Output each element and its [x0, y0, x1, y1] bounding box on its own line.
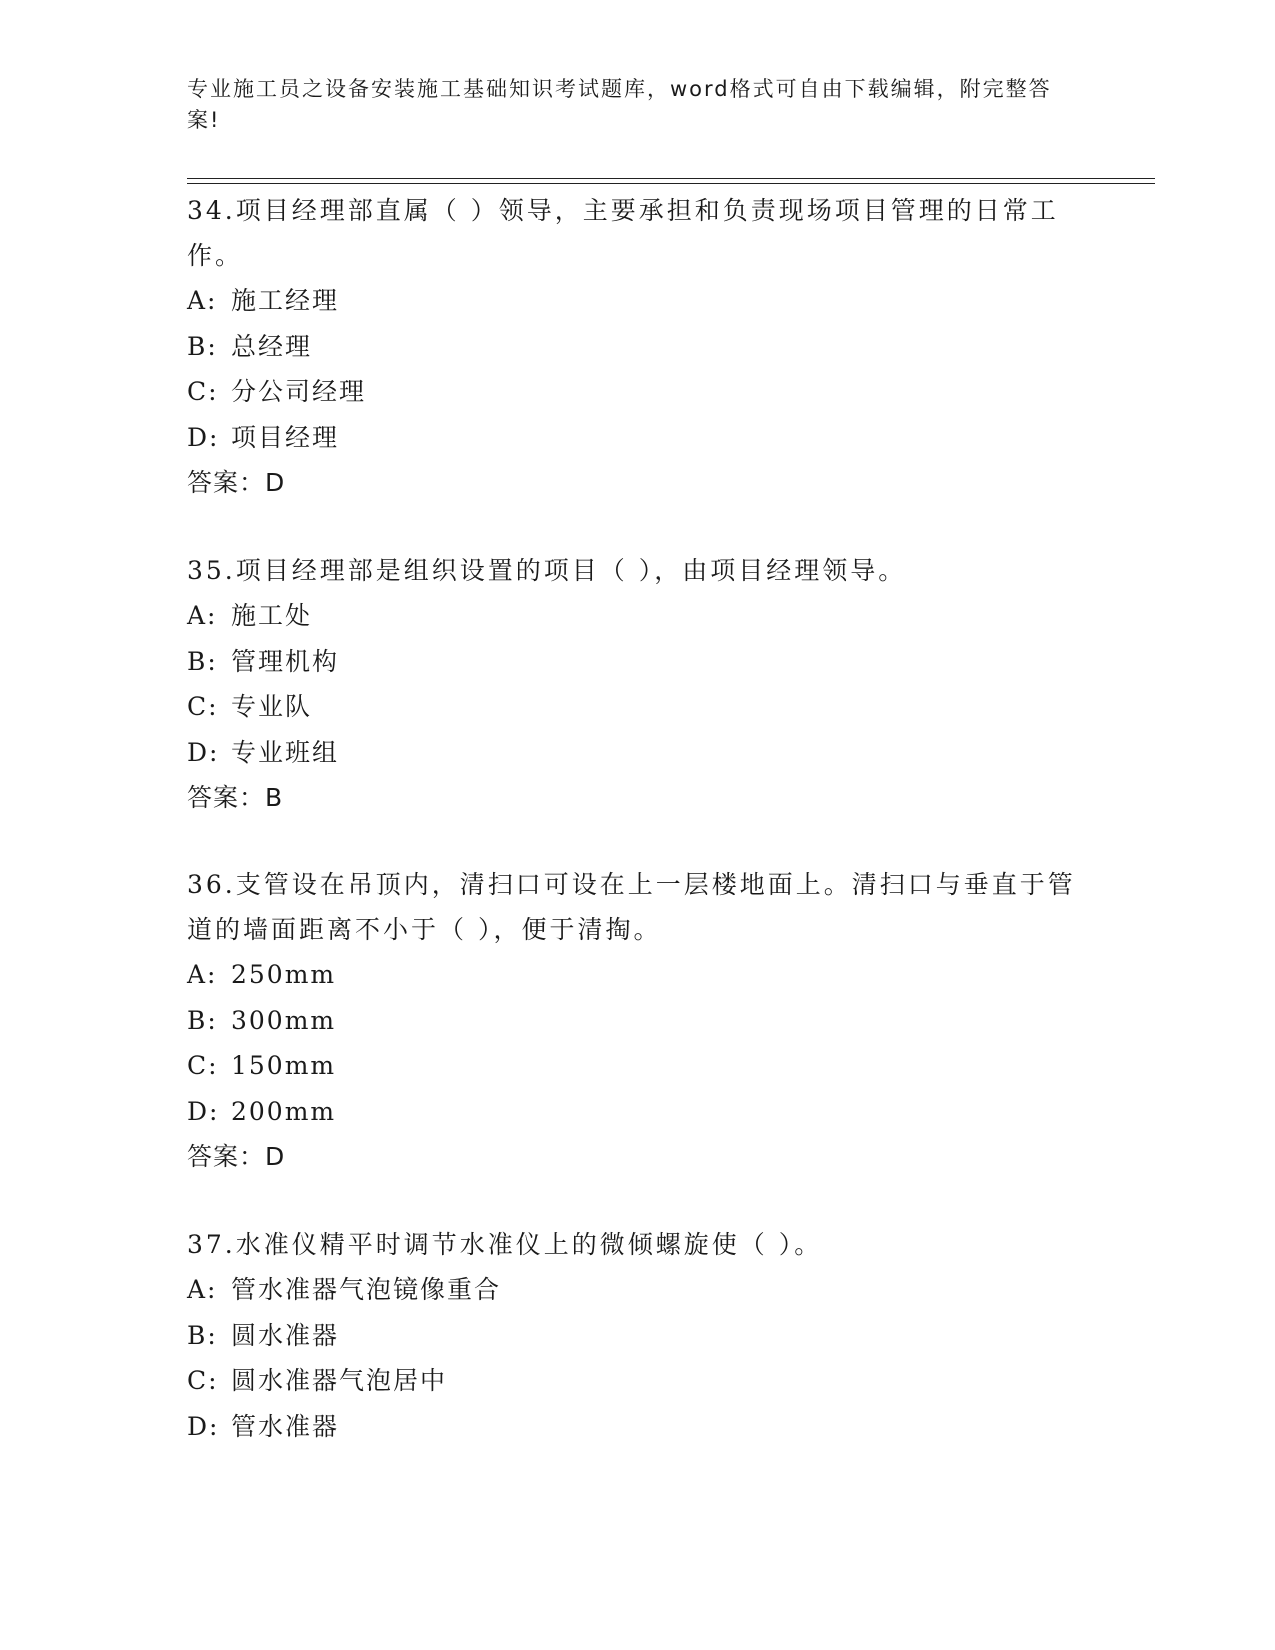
option-text: 管水准器 — [231, 1411, 340, 1441]
option-d — [187, 1089, 1087, 1135]
option-d — [187, 730, 1087, 776]
option-letter: A: — [187, 1275, 218, 1304]
question-stem: 37.水准仪精平时调节水准仪上的微倾螺旋使（ ）。 — [187, 1230, 823, 1259]
question-37 — [187, 1222, 1087, 1449]
question-36 — [187, 862, 1087, 1179]
option-text: 专业班组 — [231, 737, 340, 767]
option-letter: B: — [187, 646, 218, 676]
option-letter: A: — [187, 601, 218, 630]
option-letter: B: — [187, 1005, 218, 1035]
option-d — [187, 1404, 1087, 1450]
option-letter: B: — [187, 331, 218, 361]
question-stem: 34.项目经理部直属（ ）领导，主要承担和负责现场项目管理的日常工作。 — [187, 196, 1059, 270]
option-letter: A: — [187, 960, 218, 989]
header-divider-top — [187, 178, 1155, 179]
option-text: 施工处 — [231, 601, 313, 630]
option-text: 管水准器气泡镜像重合 — [231, 1275, 502, 1304]
answer-line: 答案：D — [187, 1142, 286, 1171]
option-letter: D: — [187, 1096, 220, 1126]
option-c — [187, 1358, 1087, 1404]
option-text: 专业队 — [231, 692, 313, 721]
option-letter: C: — [187, 1051, 219, 1080]
option-a — [187, 952, 1087, 998]
option-text: 300mm — [231, 1005, 337, 1035]
option-letter: C: — [187, 377, 219, 406]
option-text: 150mm — [231, 1051, 337, 1080]
option-text: 200mm — [231, 1096, 337, 1126]
option-d — [187, 415, 1087, 461]
answer-line: 答案：D — [187, 468, 286, 497]
option-text: 项目经理 — [231, 422, 340, 452]
option-text: 施工经理 — [231, 286, 340, 315]
option-letter: D: — [187, 1411, 220, 1441]
option-b — [187, 324, 1087, 370]
header-divider-bottom — [187, 183, 1155, 184]
question-34 — [187, 188, 1087, 505]
option-letter: A: — [187, 286, 218, 315]
option-text: 圆水准器 — [231, 1320, 340, 1350]
option-b — [187, 639, 1087, 685]
option-text: 圆水准器气泡居中 — [231, 1366, 448, 1395]
option-letter: C: — [187, 692, 219, 721]
answer-line: 答案：B — [187, 783, 284, 812]
option-text: 管理机构 — [231, 646, 340, 676]
option-text: 分公司经理 — [231, 377, 367, 406]
option-b — [187, 998, 1087, 1044]
option-a — [187, 278, 1087, 324]
option-a — [187, 1267, 1087, 1313]
option-c — [187, 684, 1087, 730]
option-text: 总经理 — [231, 331, 313, 361]
question-35 — [187, 548, 1087, 820]
option-c — [187, 1043, 1087, 1089]
question-stem: 36.支管设在吊顶内，清扫口可设在上一层楼地面上。清扫口与垂直于管道的墙面距离不小于（ ），便于清掏。 — [187, 870, 1076, 944]
option-text: 250mm — [231, 960, 337, 989]
option-a — [187, 593, 1087, 639]
option-letter: B: — [187, 1320, 218, 1350]
question-stem: 35.项目经理部是组织设置的项目（ ），由项目经理领导。 — [187, 556, 907, 585]
option-b — [187, 1313, 1087, 1359]
option-letter: D: — [187, 737, 220, 767]
option-letter: D: — [187, 422, 220, 452]
option-letter: C: — [187, 1366, 219, 1395]
option-c — [187, 369, 1087, 415]
document-header: 专业施工员之设备安装施工基础知识考试题库，word格式可自由下载编辑，附完整答案! — [187, 77, 1052, 132]
